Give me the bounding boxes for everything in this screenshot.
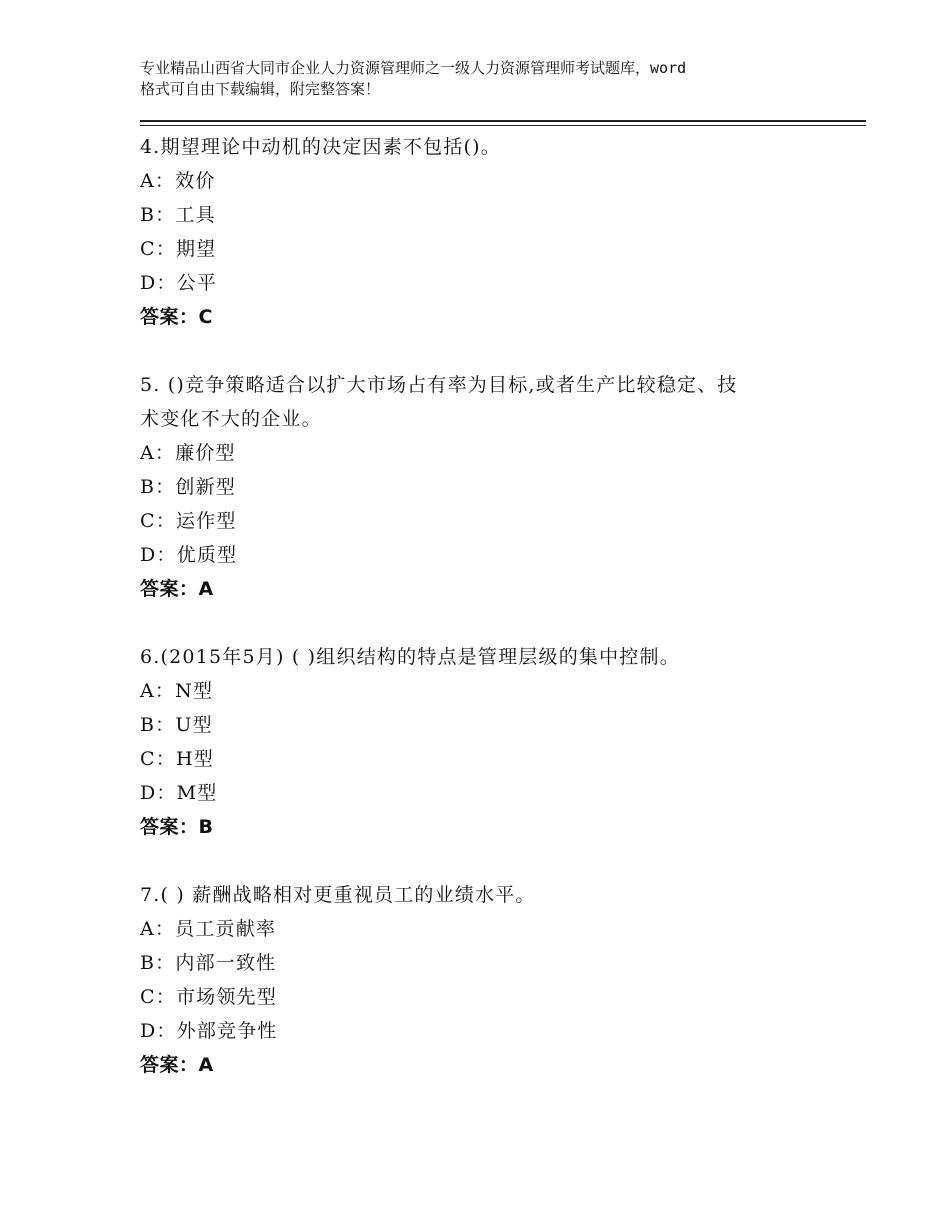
question-answer: 答案：A	[140, 1054, 214, 1076]
question-item	[140, 640, 840, 844]
header-line-2: 格式可自由下载编辑，附完整答案！	[140, 80, 381, 98]
question-option: B：内部一致性	[140, 952, 277, 974]
question-option: D：公平	[140, 272, 218, 294]
question-answer: 答案：A	[140, 578, 214, 600]
question-item	[140, 368, 840, 606]
header-line-1: 专业精品山西省大同市企业人力资源管理师之一级人力资源管理师考试题库，word	[140, 59, 687, 77]
question-spacer	[140, 606, 840, 640]
question-stem: 5. ()竞争策略适合以扩大市场占有率为目标,或者生产比较稳定、技	[140, 374, 738, 396]
question-item	[140, 130, 840, 334]
question-option: A：员工贡献率	[140, 918, 277, 940]
question-option: D：M型	[140, 782, 218, 804]
question-answer: 答案：B	[140, 816, 214, 838]
document-header	[140, 58, 840, 100]
question-option: B：工具	[140, 204, 216, 226]
header-divider-thin	[140, 125, 866, 126]
question-answer: 答案：C	[140, 306, 213, 328]
question-option: A：N型	[140, 680, 214, 702]
question-option: C：运作型	[140, 510, 237, 532]
question-spacer	[140, 334, 840, 368]
question-option: B：U型	[140, 714, 213, 736]
question-spacer	[140, 844, 840, 878]
question-stem: 6.(2015年5月) ( )组织结构的特点是管理层级的集中控制。	[140, 646, 680, 668]
question-item	[140, 878, 840, 1082]
question-stem: 术变化不大的企业。	[140, 408, 322, 430]
question-option: C：期望	[140, 238, 217, 260]
question-option: B：创新型	[140, 476, 236, 498]
question-stem: 4.期望理论中动机的决定因素不包括()。	[140, 136, 501, 158]
question-list	[140, 130, 840, 1082]
question-option: D：优质型	[140, 544, 238, 566]
question-option: A：廉价型	[140, 442, 236, 464]
question-option: A：效价	[140, 170, 216, 192]
question-option: C：市场领先型	[140, 986, 277, 1008]
question-stem: 7.( ) 薪酬战略相对更重视员工的业绩水平。	[140, 884, 536, 906]
header-divider-thick	[140, 120, 866, 122]
question-option: C：H型	[140, 748, 214, 770]
question-option: D：外部竞争性	[140, 1020, 278, 1042]
